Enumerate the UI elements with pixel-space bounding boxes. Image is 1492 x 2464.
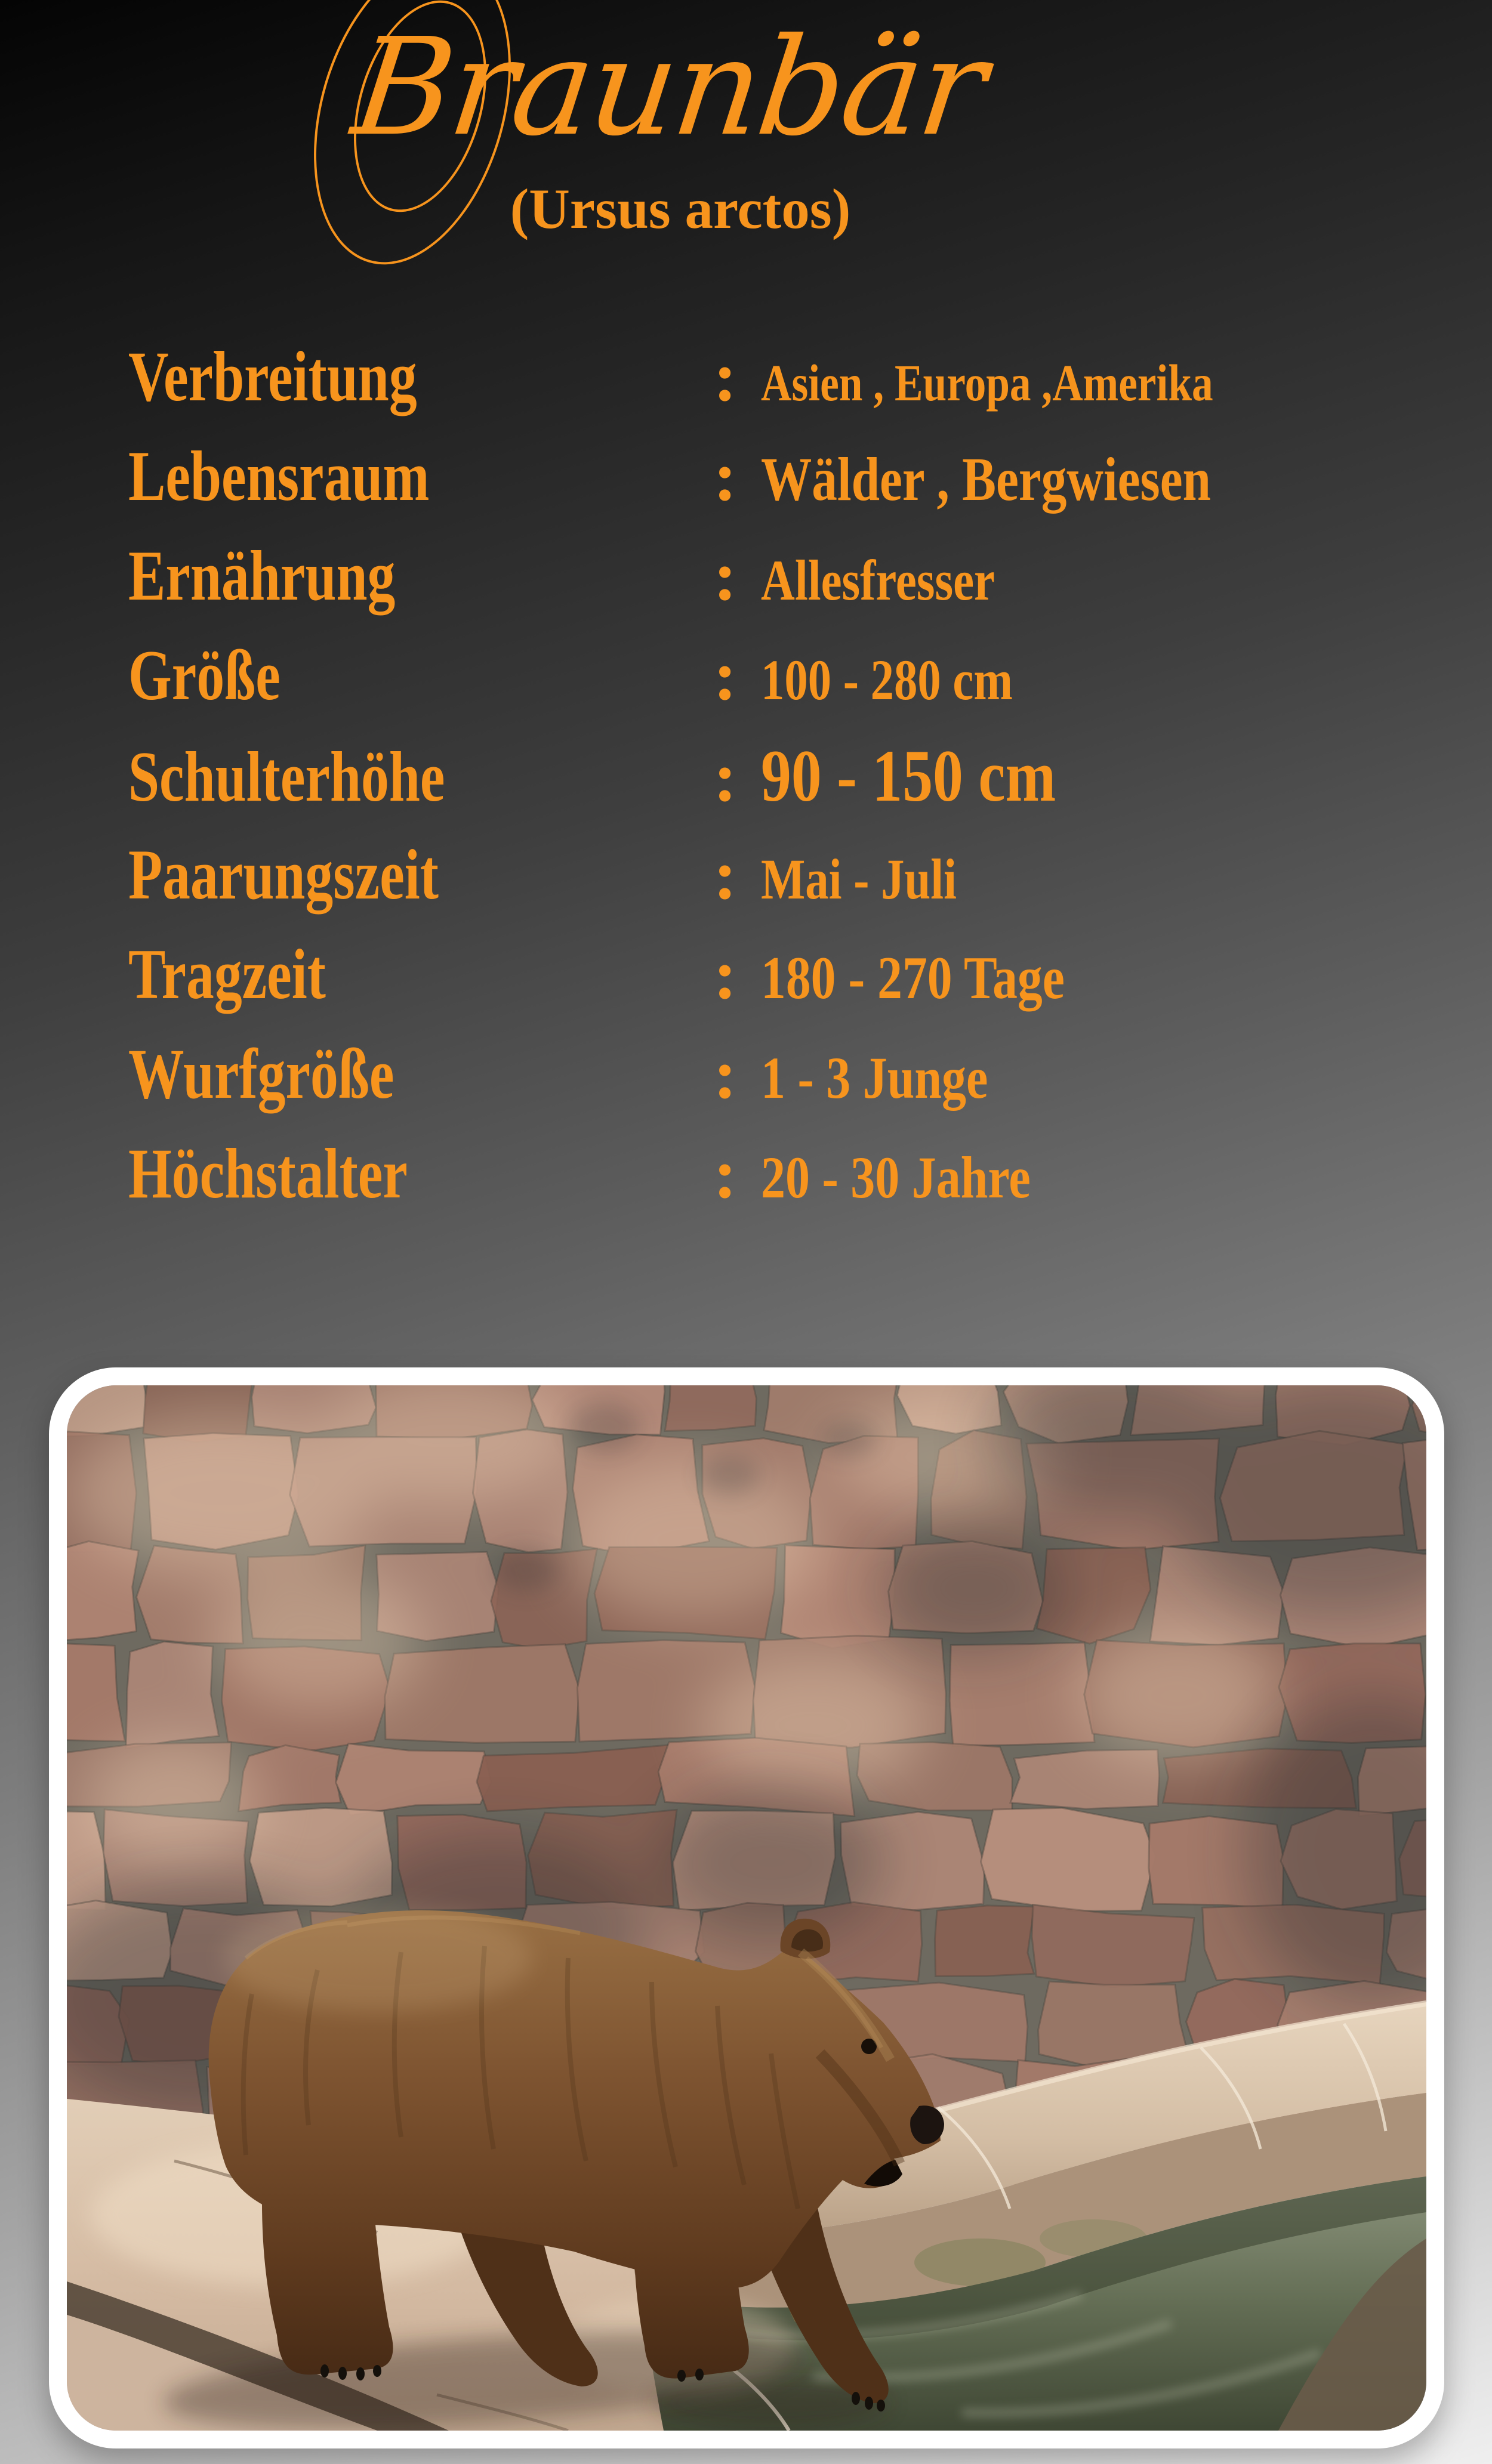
fact-row [128,535,1420,634]
fact-row [128,435,1420,535]
fact-label: Schulterhöhe [128,737,445,816]
fact-row [128,634,1420,734]
fact-colon: : [713,836,737,914]
header [0,0,1337,240]
fact-label: Höchstalter [128,1134,408,1213]
page-title: Braunbär [345,10,992,166]
fact-row [128,833,1420,933]
facts-table [128,335,1420,1232]
bear-illustration [209,1904,944,2411]
fact-label: Ernährung [128,536,396,615]
fact-colon: : [713,338,737,416]
fact-value: 100 - 280 cm [761,648,1013,712]
fact-value: Allesfresser [761,548,995,612]
fact-colon: : [713,1135,737,1213]
fact-row [128,1033,1420,1132]
bear-photo [67,1385,1426,2431]
bear-photo-illustration [67,1385,1426,2431]
fact-label: Wurfgröße [128,1034,394,1113]
bear-photo-frame [49,1367,1444,2448]
fact-value: Asien , Europa ,Amerika [761,354,1213,412]
fact-row [128,1132,1420,1232]
fact-value: Wälder , Bergwiesen [761,445,1211,514]
fact-colon: : [713,637,737,715]
fact-label: Paarungszeit [128,835,439,914]
fact-colon: : [713,935,737,1014]
fact-row [128,933,1420,1033]
fact-value: 1 - 3 Junge [761,1045,988,1111]
fact-label: Lebensraum [128,436,430,515]
title [345,10,992,166]
fact-value: 90 - 150 cm [761,735,1056,817]
fact-colon: : [713,437,737,515]
fact-colon: : [713,738,737,816]
fact-value: Mai - Juli [761,847,957,911]
subtitle-latin-name: (Ursus arctos) [510,177,851,240]
fact-label: Verbreitung [128,336,417,416]
fact-label: Tragzeit [128,934,326,1014]
fact-label: Größe [128,635,280,715]
fact-row [128,734,1420,833]
fact-colon: : [713,537,737,615]
fact-colon: : [713,1035,737,1113]
fact-row [128,335,1420,435]
fact-value: 180 - 270 Tage [761,944,1065,1012]
fact-value: 20 - 30 Jahre [761,1144,1031,1211]
